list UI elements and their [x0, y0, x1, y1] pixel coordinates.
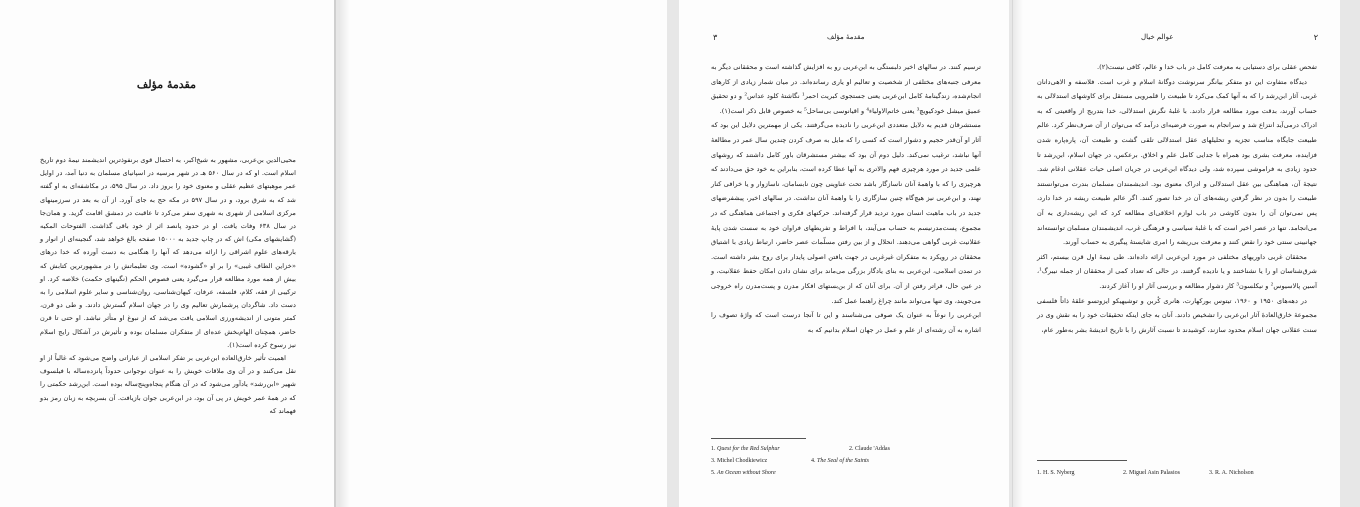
footnote-text: An Ocean without Shore: [717, 470, 776, 476]
gutter-shadow: [1013, 0, 1023, 507]
footnote-text: Miguel Asin Palasios: [1129, 470, 1181, 476]
footnote-number: 2.: [1123, 470, 1128, 476]
footnote-number: 4.: [811, 458, 816, 464]
footnote-3: [1209, 468, 1254, 478]
page2-paragraph-3: محققان غربی داوریهای مختلفی در مورد ابن‌عربی ارائه داده‌اند. طی نیمهٔ اول قرن بیستم، اکثر شرق‌شناسان او را یا نشناختند و یا نادیده گرفتند. در حالی که تعداد کمی از محققان از جمله نیبرگ¹، آسین پالاسیوس² و نیکلسون³ کار دشوار مطالعه و بررسی آثار او را آغاز کردند.: [1037, 252, 1317, 290]
footnote-2: [849, 444, 890, 454]
footnote-2: [1123, 468, 1180, 478]
page3-paragraph-3: ابن‌عربی را نوعاً به عنوان یک صوفی می‌شناسند و این تا آنجا درست است که واژهٔ تصوف را اشاره به آن رشته‌ای از علم و عمل در جهان اسلام بدانیم که به: [711, 311, 981, 334]
footnote-5: [711, 468, 776, 478]
intro-body: [40, 154, 296, 418]
intro-paragraph-1: محیی‌الدین بن‌عربی، مشهور به شیخ‌اکبر، به احتمال قوی برنفوذترین اندیشمند نیمهٔ دوم تاریخ اسلام است. او که در سال ۵۶۰ هـ در شهر مرسیه در اسپانیای مسلمان به دنیا آمد، در اوایل عمر موهبتهای عظیم عقلی و معنوی خود را بروز داد. در سال ۵۹۵، در مکاشفه‌ای به او گفته شد که به شرق برود، و در سال ۵۹۷ در مکه حج به جای آورد. از آن به بعد در سرزمینهای مرکزی اسلامی از شهری به شهری سفر می‌کرد تا عاقبت در دمشق اقامت گزید. و همان‌جا در سال ۶۳۸ وفات یافت. او در حدود پانصد اثر از خود باقی گذاشت. الفتوحات المکیه (گشایشهای مکی) اش که در چاپ جدید به ۱۵۰۰۰ صفحه بالغ خواهد شد، گنجینه‌ای از انوار و بارقه‌های علوم اشراقی را ارائه می‌دهد که آنها را هنگامی به دست آورده که خدا درهای «خزاین الطاف غیبی» را بر او «گشوده» است. وی تعلیماتش را در مشهورترین کتابش که بیش از همه مورد مطالعه قرار می‌گیرد یعنی فصوص الحکم (نگینهای حکمت) خلاصه کرد. او ترکیبی از فقه، کلام، فلسفه، عرفان، کیهان‌شناسی، روان‌شناسی و سایر علوم اسلامی را به دست داد. شاگردان پرشمارش تعالیم وی را در جهان اسلام گسترش دادند. و طی دو قرن، کمتر متونی از اندیشه‌ورزی اسلامی یافت می‌شد که از نبوغ او متأثر نباشد. او حتی تا قرن حاضر، همچنان الهام‌بخش عده‌ای از متفکران مسلمان بوده و تأثیرش در آشکال رایج اسلام نیز رسوخ کرده است(۱).: [40, 156, 297, 349]
footnote-number: 2.: [849, 446, 854, 452]
intro-paragraph-2: اهمیت تأثیر خارق‌العاده ابن‌عربی بر تفکر اسلامی از عباراتی واضح می‌شود که غالباً از او نقل می‌کنند و در آن وی ملاقات خویش را به عنوان نوجوانی حدوداً پانزده‌ساله با فیلسوف شهیر «ابن‌رشد» یادآور می‌شود که در آن هنگام پنجاه‌وپنج‌ساله بوده است. ابن‌رشد حکمتی را که در همهٔ عمر خویش در پی آن بود، در ابن‌عربی جوان بازیافت. آن بسربچه به زبان رمز بدو فهماند که: [40, 354, 296, 415]
footnote-text: The Seal of the Saints: [817, 458, 869, 464]
running-head: مقدمهٔ مؤلف: [827, 33, 865, 41]
footnote-4: [811, 456, 869, 466]
blank-page: [340, 0, 667, 507]
intro-page: [0, 0, 336, 507]
footnote-number: 3.: [1209, 470, 1214, 476]
footnote-text: R. A. Nicholson: [1215, 470, 1254, 476]
page-number: ۳: [713, 33, 718, 42]
page2-paragraph-1: تفحص عقلی برای دستیابی به معرفت کامل در باب خدا و عالم، کافی نیست(۲).: [1096, 63, 1317, 71]
footnote-1: [711, 444, 780, 454]
page-number: ۲: [1313, 33, 1318, 42]
page2-paragraph-2: دیدگاه متفاوت این دو متفکر بیانگر سرنوشت دوگانهٔ اسلام و غرب است. فلاسفه و الاهی‌دانان غربی، آثار ابن‌رشد را که به آنها کمک می‌کرد تا طبیعت را قلمرویی مستقل برای کاوشهای استدلالی به حساب آورند، بدقت مورد مطالعه قرار دادند. با غلبهٔ نگرش استدلالی، خدا بتدریج از واقعیتی که به ادراک درمی‌آید انتزاع شد و سرانجام به صورت فرضیه‌ای درآمد که می‌توان از آن صرف‌نظر کرد. عالم طبیعت جایگاه مناسب تجزیه و تحلیلهای عقل استدلالی تلقی گشت و طبیعت آن، پاره‌پاره شدن فزاینده، معرفت بشری بود همراه با جدایی کامل علم و اخلاق. برعکس، در جهان اسلام، ابن‌رشد تا حدود زیادی به فراموشی سپرده شد، ولی دیدگاه ابن‌عربی در جریان اصلی حیات عقلانی ادغام شد. نتیجهٔ آن، هماهنگی بین عقل استدلالی و ادراک معنوی بود. اندیشمندان مسلمان بندرت می‌توانستند طبیعت را بدون در نظر گرفتن ریشه‌های آن در خدا تصور کنند. اگر عالم طبیعت ریشه در خدا دارد، پس نمی‌توان آن را بدون کاوشی در باب لوازم اخلاقی‌ای مطالعه کرد که این ریشه‌داری به آن می‌انجامد. تنها در عصر اخیر است که با غلبهٔ سیاسی و فرهنگی غرب، اندیشمندان مسلمان توانسته‌اند جهانبینی سنتی خود را نقض کنند و معرفت بی‌ریشه را امری شایستهٔ پیگیری به حساب آورند.: [1037, 77, 1317, 247]
gutter-shadow: [340, 0, 350, 507]
page-3-body: [711, 60, 981, 337]
footnote-rule: [711, 438, 806, 439]
footnote-rule: [1037, 460, 1127, 461]
footnote-text: H. S. Nyberg: [1043, 470, 1075, 476]
footnote-number: 5.: [711, 470, 716, 476]
footnote-number: 1.: [1037, 470, 1042, 476]
spread-gap: [667, 0, 679, 507]
footnote-text: Michel Chodkiewicz: [717, 458, 768, 464]
footnote-text: Quest for the Red Sulphur: [717, 446, 780, 452]
footnote-text: Claude 'Addas: [855, 446, 890, 452]
page3-paragraph-1: ترسیم کنند. در سالهای اخیر دلبستگی به ابن‌عربی رو به افزایش گذاشته است و محققانی دیگر به معرفی جنبه‌های مختلفی از شخصیت و تعالیم او یاری رسانده‌اند. در میان شمار زیادی از کارهای انجام‌شده، زندگینامهٔ کامل ابن‌عربی یعنی جستجوی کبریت احمر¹ نگاشتهٔ کلود عداس² و دو تحقیق عمیق میشل خودکیویچ³ یعنی خاتم‌الاولیاء⁴ و اقیانوسی بی‌ساحل⁵ به خصوص قابل ذکر است(۱).: [711, 63, 981, 115]
page-2-body: [1037, 60, 1317, 337]
footnote-3: [711, 456, 767, 466]
footnote-number: 3.: [711, 458, 716, 464]
page2-paragraph-4: در دهه‌های ۱۹۵۰ و ۱۹۶۰، تیتوس بورکهارت، هانری کُربن و توشیهیکو ایزوتسو علقهٔ ذاتاً فلسفی مجموعهٔ خارق‌العادهٔ آثار ابن‌عربی را تشخیص دادند. آنان به جای اینکه تحقیقات خود را به نقش وی در سنت عقلانی جهان اسلام محدود سازند، کوشیدند تا نسبت آثارش را با تاریخ اندیشهٔ بشر به‌طور عام،: [1037, 296, 1317, 334]
page-2: [1012, 0, 1340, 507]
running-head: عوالم خیال: [1141, 33, 1174, 41]
footnote-number: 1.: [711, 446, 716, 452]
chapter-title: مقدمهٔ مؤلف: [136, 78, 196, 91]
page-3: [679, 0, 1009, 507]
footnote-1: [1037, 468, 1075, 478]
page3-paragraph-2: مستشرقان قدیم به دلایل متعددی ابن‌عربی را نادیده می‌گرفتند. یکی از مهمترین دلایل این بود که آثار او آن‌قدر حجیم و دشوار است که کسی را که مایل به صرف کردن چندین سال عمر در مطالعهٔ آنها نباشد، ترغیب نمی‌کند. دلیل دوم آن بود که بیشتر مستشرقان باور کامل داشتند که روشهای علمی جدید در مورد هرچیزی فهم والاتری به آنها عطا کرده است، بنابراین به خود حق می‌دادند که هرچیزی را که با واهمهٔ آنان ناسازگار باشد تحت عناوینی چون نابسامان، ناسازوار و یا خرافی کنار نهند، و ابن‌عربی نیز هیچ‌گاه چنین سازگاری را با واهمهٔ آنان نداشت. در سالهای اخیر، پیشفرضهای جدید در باب ماهیت انسان مورد تردید قرار گرفته‌اند. حرکتهای فکری و اجتماعی هماهنگی که در مجموع، پست‌مدرنیسم به حساب می‌آیند، با افراط و تفریطهای فراوان خود به سست شدن پایهٔ عقلانیت غربی گواهی می‌دهند. انحلال و از بین رفتن مسلّمات عصر حاضر، ارتباط زیادی با اشتیاق محققان در رویکرد به متفکران غیرغربی در جهت یافتن اصولی پایدار برای روح بشر داشته است. در تمدن اسلامی، ابن‌عربی به بنای یادگار بزرگی می‌ماند برای نشان دادن امکان حفظ عقلانیت، و در عین حال، فراتر رفتن از آن. برای آنان که از بن‌بستهای افکار مدرن و پست‌مدرن راه خروجی می‌جویند، وی تنها می‌تواند مانند چراغ راهنما عمل کند.: [711, 121, 981, 305]
